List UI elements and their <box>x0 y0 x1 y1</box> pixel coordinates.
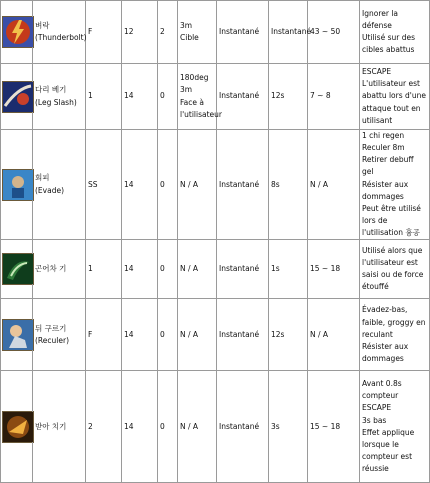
range-cell <box>178 130 217 240</box>
table-row <box>1 130 430 240</box>
cast-time-cell: Instantané <box>217 299 269 371</box>
effects-cell-line: lors de <box>362 215 388 225</box>
effects-cell-line: attaque tout en <box>362 103 421 113</box>
effects-cell <box>360 299 430 371</box>
value2-cell: 0 <box>158 299 178 371</box>
effects-cell-line: 3s bas <box>362 415 387 425</box>
effects-cell-line: Évadez-bas, <box>362 305 408 315</box>
cooldown-cell: Instantané <box>269 1 308 64</box>
effects-cell-line: dommages <box>362 191 404 201</box>
effects-cell-line: L'utilisateur est <box>362 79 420 89</box>
skill-name-cell <box>33 64 86 130</box>
grade-cell: F <box>86 1 122 64</box>
effects-cell-line: Effet applique <box>362 427 415 437</box>
range-cell-line: 180deg <box>180 73 209 83</box>
range-cell-line: N / A <box>180 421 199 431</box>
effects-cell <box>360 240 430 299</box>
value2-cell: 0 <box>158 64 178 130</box>
range-cell-line: 3m <box>180 85 193 95</box>
value-cell: 14 <box>122 240 158 299</box>
damage-cell: N / A <box>308 130 360 240</box>
cast-time-cell: Instantané <box>217 64 269 130</box>
table-row <box>1 64 430 130</box>
skill-name-english: (Thunderbolt) <box>35 33 87 42</box>
effects-cell-line: réussie <box>362 464 389 474</box>
range-cell <box>178 1 217 64</box>
skill-name-english: (Evade) <box>35 185 65 195</box>
range-cell-line: 3m <box>180 20 193 30</box>
value-cell: 14 <box>122 64 158 130</box>
escape-skill-icon <box>2 253 34 285</box>
effects-cell <box>360 64 430 130</box>
damage-cell: 15 ~ 18 <box>308 371 360 483</box>
table-row <box>1 371 430 483</box>
effects-cell-line: défense <box>362 20 392 30</box>
skill-icon-cell <box>1 299 33 371</box>
range-cell-line: N / A <box>180 179 199 189</box>
effects-cell-line: Avant 0.8s <box>362 379 402 389</box>
effects-cell-line: étouffé <box>362 282 389 292</box>
skill-name-cell <box>33 299 86 371</box>
effects-cell-line: Résister aux <box>362 341 409 351</box>
range-cell-line: Cible <box>180 33 199 42</box>
range-cell-line: N / A <box>180 264 199 274</box>
skill-name-korean: 뒤 구르기 <box>35 323 67 333</box>
effects-cell-line: Résister aux <box>362 179 409 189</box>
effects-cell-line: compteur <box>362 391 399 401</box>
range-cell-line: Face à <box>180 97 204 107</box>
effects-cell <box>360 130 430 240</box>
counter-kick-skill-icon <box>2 411 34 443</box>
skill-name-korean: 회피 <box>35 173 50 183</box>
range-cell <box>178 371 217 483</box>
effects-cell-line: ESCAPE <box>362 403 392 413</box>
value-cell: 14 <box>122 130 158 240</box>
effects-cell-line: dommages <box>362 353 404 363</box>
leg-slash-skill-icon <box>2 81 34 113</box>
cooldown-cell: 12s <box>269 299 308 371</box>
skill-name-korean: 다리 베기 <box>35 85 67 95</box>
skill-icon-cell <box>1 240 33 299</box>
skill-icon-cell <box>1 371 33 483</box>
effects-cell-line: Retirer debuff gel <box>362 155 414 177</box>
skill-icon-cell <box>1 130 33 240</box>
effects-cell-line: utilisant <box>362 115 393 125</box>
skill-name-cell <box>33 371 86 483</box>
range-cell-line: N / A <box>180 329 199 339</box>
range-cell <box>178 299 217 371</box>
value2-cell: 2 <box>158 1 178 64</box>
effects-cell-line: saisi ou de force <box>362 270 424 280</box>
cast-time-cell: Instantané <box>217 1 269 64</box>
cast-time-cell: Instantané <box>217 371 269 483</box>
cooldown-cell: 8s <box>269 130 308 240</box>
effects-cell-line: Ignorer la <box>362 8 398 18</box>
effects-cell-line: compteur est <box>362 452 413 462</box>
value-cell: 14 <box>122 299 158 371</box>
range-cell <box>178 240 217 299</box>
skill-name-cell <box>33 240 86 299</box>
damage-cell: N / A <box>308 299 360 371</box>
table-row <box>1 299 430 371</box>
skill-icon-cell <box>1 1 33 64</box>
skill-icon-cell <box>1 64 33 130</box>
skill-table-body <box>1 1 430 483</box>
skill-name-korean: 벼락 <box>35 20 50 30</box>
value-cell: 14 <box>122 371 158 483</box>
effects-cell-line: abattu lors d'une <box>362 91 426 101</box>
effects-cell-line: 1 chi regen <box>362 131 405 140</box>
cooldown-cell: 3s <box>269 371 308 483</box>
cast-time-cell: Instantané <box>217 240 269 299</box>
value2-cell: 0 <box>158 130 178 240</box>
cooldown-cell: 1s <box>269 240 308 299</box>
grade-cell: F <box>86 299 122 371</box>
grade-cell: SS <box>86 130 122 240</box>
effects-cell-line: ESCAPE <box>362 67 392 77</box>
damage-cell: 43 ~ 50 <box>308 1 360 64</box>
effects-cell <box>360 1 430 64</box>
value2-cell: 0 <box>158 371 178 483</box>
grade-cell: 1 <box>86 240 122 299</box>
table-row <box>1 1 430 64</box>
skill-name-cell <box>33 130 86 240</box>
grade-cell: 2 <box>86 371 122 483</box>
thunderbolt-skill-icon <box>2 16 34 48</box>
cooldown-cell: 12s <box>269 64 308 130</box>
effects-cell-line: faible, groggy en <box>362 317 426 327</box>
effects-cell-line: l'utilisation 흉공 <box>362 228 420 238</box>
skill-name-english: (Leg Slash) <box>35 97 77 107</box>
effects-cell-line: Peut être utilisé <box>362 203 421 213</box>
effects-cell <box>360 371 430 483</box>
evade-skill-icon <box>2 169 34 201</box>
damage-cell: 15 ~ 18 <box>308 240 360 299</box>
damage-cell: 7 ~ 8 <box>308 64 360 130</box>
range-cell-line: l'utilisateur <box>180 109 222 119</box>
effects-cell-line: Reculer 8m <box>362 143 405 153</box>
effects-cell-line: Utilisé alors que <box>362 245 423 255</box>
effects-cell-line: reculant <box>362 329 393 339</box>
skill-name-english: (Reculer) <box>35 335 69 345</box>
effects-cell-line: l'utilisateur est <box>362 258 418 268</box>
grade-cell: 1 <box>86 64 122 130</box>
skill-name-cell <box>33 1 86 64</box>
reculer-skill-icon <box>2 319 34 351</box>
effects-cell-line: cibles abattus <box>362 45 415 55</box>
effects-cell-line: lorsque le <box>362 439 399 449</box>
skill-name-korean: 곤어차 기 <box>35 264 67 274</box>
value2-cell: 0 <box>158 240 178 299</box>
effects-cell-line: Utilisé sur des <box>362 33 415 42</box>
table-row <box>1 240 430 299</box>
value-cell: 12 <box>122 1 158 64</box>
skill-name-korean: 받아 치기 <box>35 421 67 431</box>
range-cell <box>178 64 222 130</box>
cast-time-cell: Instantané <box>217 130 269 240</box>
